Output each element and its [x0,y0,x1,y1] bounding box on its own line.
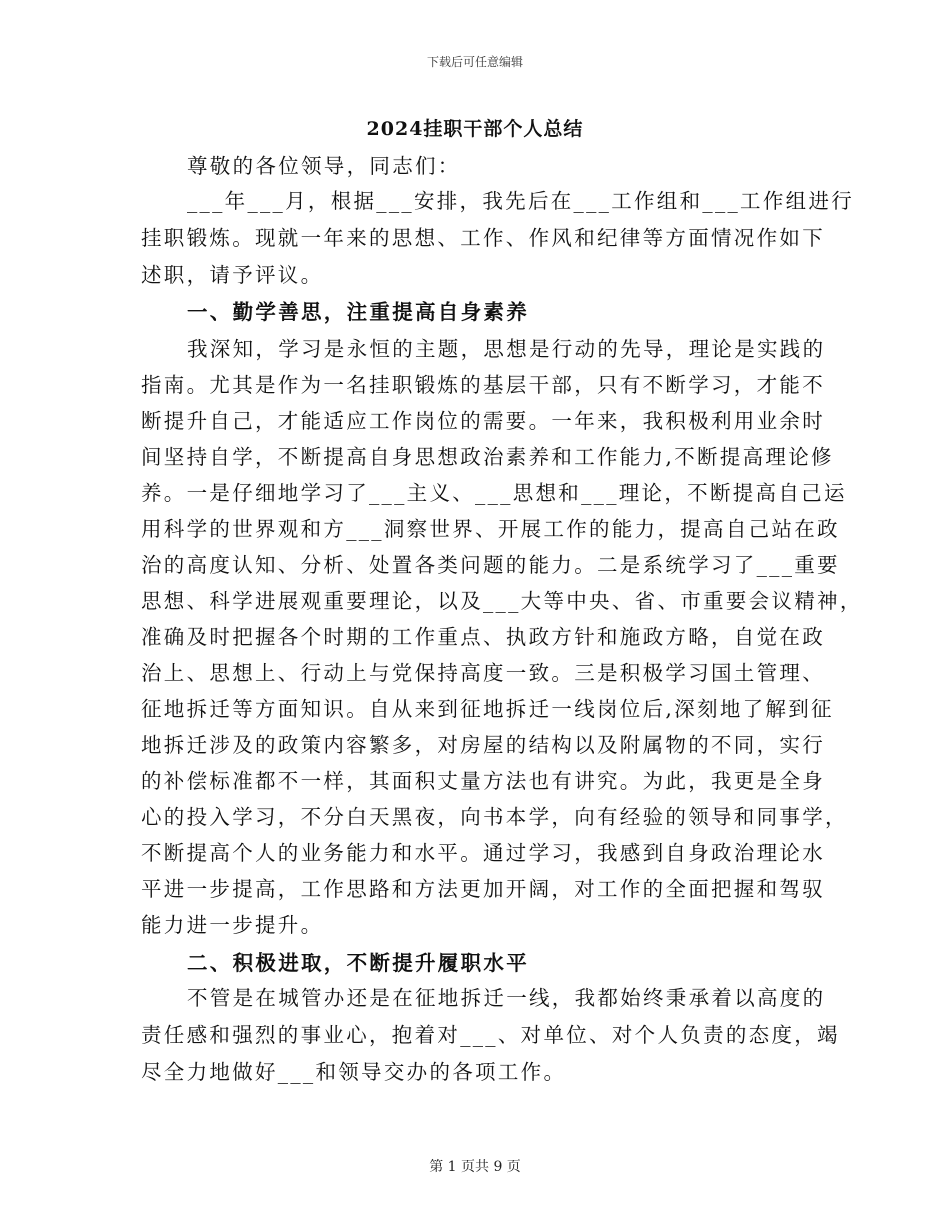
paragraph-line: 我深知，学习是永恒的主题，思想是行动的先导，理论是实践的 [187,337,826,361]
download-note: 下载后可任意编辑 [426,55,523,69]
salutation-line: 尊敬的各位领导，同志们： [187,154,461,178]
paragraph-line: 养。一是仔细地学习了___主义、___思想和___理论，不断提高自己运 [141,481,847,505]
section-heading: 一、勤学善思，注重提高自身素养 [187,300,529,324]
paragraph-line: 治的高度认知、分析、处置各类问题的能力。二是系统学习了___重要 [141,553,840,577]
paragraph-line: 平进一步提高，工作思路和方法更加开阔，对工作的全面把握和驾驭 [141,877,825,901]
paragraph-line: 征地拆迁等方面知识。自从来到征地拆迁一线岗位后,深刻地了解到征 [141,697,834,721]
paragraph-line: 准确及时把握各个时期的工作重点、执政方针和施政方略，自觉在政 [141,625,825,649]
page-number: 第 1 页共 9 页 [429,1159,521,1175]
paragraph-line: 挂职锻炼。现就一年来的思想、工作、作风和纪律等方面情况作如下 [141,226,825,250]
paragraph-line: 不断提高个人的业务能力和水平。通过学习，我感到自身政治理论水 [141,841,825,865]
paragraph-line: ___年___月，根据___安排，我先后在___工作组和___工作组进行 [187,189,855,213]
paragraph-line: 地拆迁涉及的政策内容繁多，对房屋的结构以及附属物的不同，实行 [141,733,825,757]
section-heading: 二、积极进取，不断提升履职水平 [187,951,529,975]
paragraph-line: 用科学的世界观和方___洞察世界、开展工作的能力，提高自己站在政 [141,517,840,541]
paragraph-line: 尽全力地做好___和领导交办的各项工作。 [141,1060,567,1084]
paragraph-line: 不管是在城管办还是在征地拆迁一线，我都始终秉承着以高度的 [187,986,826,1010]
paragraph-line: 治上、思想上、行动上与党保持高度一致。三是积极学习国土管理、 [141,661,825,685]
paragraph-line: 心的投入学习，不分白天黑夜，向书本学，向有经验的领导和同事学， [141,805,848,829]
paragraph-line: 能力进一步提升。 [141,913,324,937]
paragraph-line: 责任感和强烈的事业心，抱着对___、对单位、对个人负责的态度，竭 [141,1023,840,1047]
paragraph-line: 指南。尤其是作为一名挂职锻炼的基层干部，只有不断学习，才能不 [141,373,825,397]
document-title: 2024挂职干部个人总结 [366,118,584,140]
paragraph-line: 间坚持自学，不断提高自身思想政治素养和工作能力,不断提高理论修 [141,445,834,469]
paragraph-line: 述职，请予评议。 [141,263,324,287]
paragraph-line: 思想、科学进展观重要理论，以及___大等中央、省、市重要会议精神， [141,589,863,613]
paragraph-line: 的补偿标准都不一样，其面积丈量方法也有讲究。为此，我更是全身 [141,769,825,793]
paragraph-line: 断提升自己，才能适应工作岗位的需要。一年来，我积极利用业余时 [141,409,825,433]
